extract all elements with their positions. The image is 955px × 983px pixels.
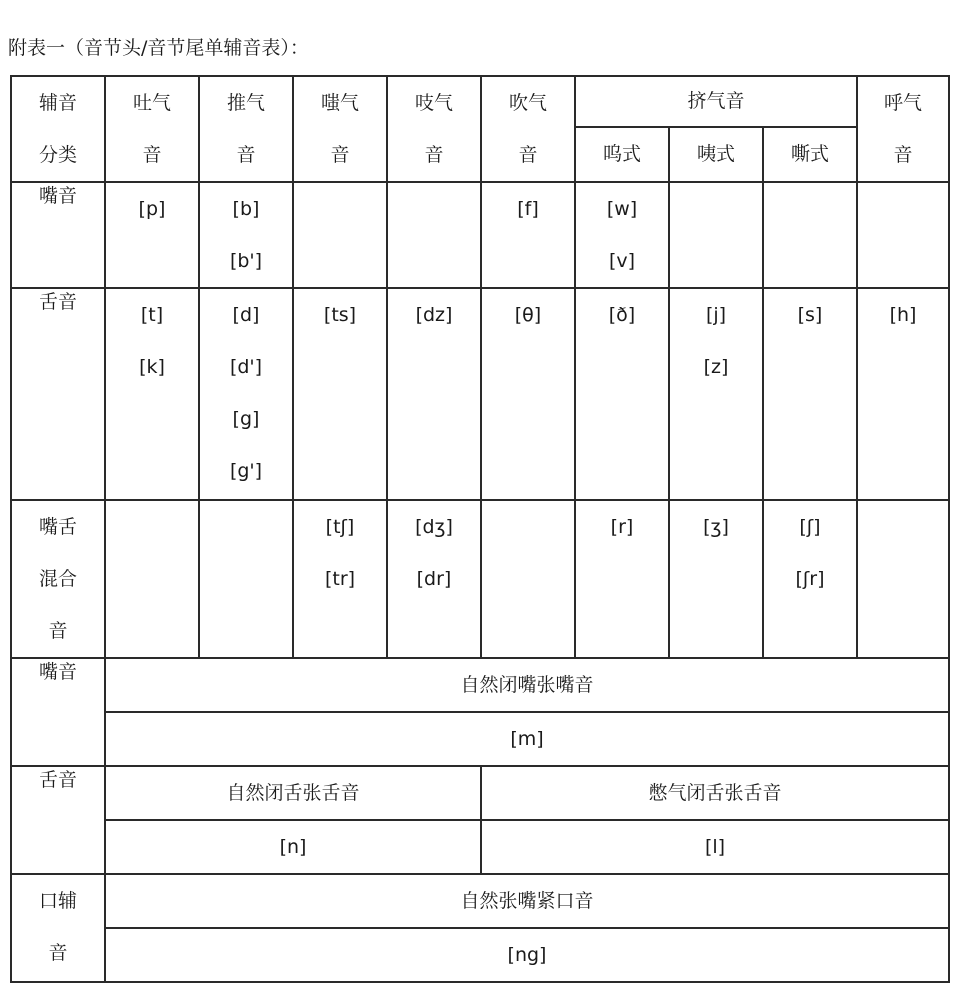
- header-category: 辅音 分类: [11, 76, 105, 182]
- row-mouth-label: 口辅 音: [11, 874, 105, 982]
- row-lip-label: 嘴音: [11, 182, 105, 288]
- header-si-shi: 嘶式: [763, 127, 857, 182]
- header-yi-shi: 咦式: [669, 127, 763, 182]
- cell-lip-si-shi: [763, 182, 857, 288]
- cell-tongue-chiqi: [ts]: [293, 288, 387, 500]
- cell-lip-nasal-desc: 自然闭嘴张嘴音: [105, 658, 949, 712]
- cell-tongue-nasal-right-desc: 憋气闭舌张舌音: [481, 766, 949, 820]
- cell-tongue-nasal-right-symbol: [l]: [481, 820, 949, 874]
- cell-mixed-hu-shi: [r]: [575, 500, 669, 658]
- cell-lip-tuqi: [p]: [105, 182, 199, 288]
- cell-mixed-tuiqi: [199, 500, 293, 658]
- header-zhiqi: 吱气 音: [387, 76, 481, 182]
- cell-tongue-tuiqi: [d] [d'] [g] [g']: [199, 288, 293, 500]
- cell-lip-chuiqi: [f]: [481, 182, 575, 288]
- header-chuiqi: 吹气 音: [481, 76, 575, 182]
- row-tongue-nasal-desc: [11, 766, 949, 820]
- header-tuqi: 吐气 音: [105, 76, 199, 182]
- row-tongue-nasal-symbol: [11, 820, 949, 874]
- cell-tongue-zhiqi: [dz]: [387, 288, 481, 500]
- cell-lip-zhiqi: [387, 182, 481, 288]
- row-lip-nasal-desc: [11, 658, 949, 712]
- table-caption: 附表一（音节头/音节尾单辅音表）：: [8, 37, 309, 59]
- row-tongue-label: 舌音: [11, 288, 105, 500]
- cell-tongue-huqi: [h]: [857, 288, 949, 500]
- consonant-table: [10, 75, 950, 983]
- cell-mixed-zhiqi: [dʒ] [dr]: [387, 500, 481, 658]
- row-lip-nasal-symbol: [11, 712, 949, 766]
- cell-mixed-yi-shi: [ʒ]: [669, 500, 763, 658]
- cell-tongue-nasal-left-desc: 自然闭舌张舌音: [105, 766, 481, 820]
- cell-mixed-chiqi: [tʃ] [tr]: [293, 500, 387, 658]
- header-huqi: 呼气 音: [857, 76, 949, 182]
- cell-lip-huqi: [857, 182, 949, 288]
- row-mouth-symbol: [11, 928, 949, 982]
- header-row-1: [11, 76, 949, 127]
- cell-lip-yi-shi: [669, 182, 763, 288]
- cell-tongue-si-shi: [s]: [763, 288, 857, 500]
- cell-tongue-nasal-left-symbol: [n]: [105, 820, 481, 874]
- cell-mixed-tuqi: [105, 500, 199, 658]
- cell-tongue-hu-shi: [ð]: [575, 288, 669, 500]
- row-tongue: [11, 288, 949, 500]
- row-lip: [11, 182, 949, 288]
- cell-mixed-si-shi: [ʃ] [ʃr]: [763, 500, 857, 658]
- cell-tongue-yi-shi: [j] [z]: [669, 288, 763, 500]
- cell-lip-tuiqi: [b] [b']: [199, 182, 293, 288]
- cell-tongue-tuqi: [t] [k]: [105, 288, 199, 500]
- row-tongue-nasal-label: 舌音: [11, 766, 105, 874]
- header-chiqi: 嗤气 音: [293, 76, 387, 182]
- header-jiqi: 挤气音: [575, 76, 857, 127]
- cell-tongue-chuiqi: [θ]: [481, 288, 575, 500]
- cell-mouth-desc: 自然张嘴紧口音: [105, 874, 949, 928]
- row-mixed-label: 嘴舌 混合 音: [11, 500, 105, 658]
- header-hu-shi: 呜式: [575, 127, 669, 182]
- cell-mixed-chuiqi: [481, 500, 575, 658]
- header-tuiqi: 推气 音: [199, 76, 293, 182]
- row-lip-nasal-label: 嘴音: [11, 658, 105, 766]
- cell-mouth-symbol: [ng]: [105, 928, 949, 982]
- cell-mixed-huqi: [857, 500, 949, 658]
- cell-lip-nasal-symbol: [m]: [105, 712, 949, 766]
- cell-lip-hu-shi: [w] [v]: [575, 182, 669, 288]
- cell-lip-chiqi: [293, 182, 387, 288]
- row-mouth-desc: [11, 874, 949, 928]
- row-mixed: [11, 500, 949, 658]
